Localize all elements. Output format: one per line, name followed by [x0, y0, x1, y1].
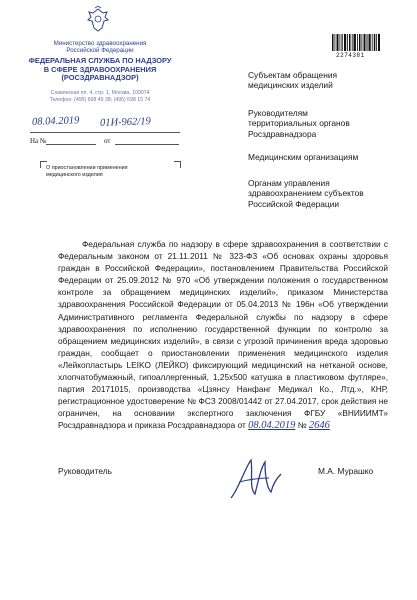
barcode [332, 34, 380, 51]
addressee-block-1: Субъектам обращения медицинских изделий [248, 70, 338, 91]
addressee-block-4: Органам управления здравоохранением субъектов Российской Федерации [248, 178, 364, 209]
reply-to-label: На № [30, 137, 47, 145]
letter-body-text: Федеральная служба по надзору в сфере здравоохранения в соответствии с Федеральным законом от 21.11.2011 № 323-ФЗ «Об основах охраны здоровья граждан в Российской Федерации», постановлением Правительства Российской Федерации от 25.09.2012 № 970 «Об утверждении положения о государственном контроле за обращением медицинских изделий», приказом Министерства здравоохранения Российской Федерации от 05.04.2013 № 196н «Об утверждении Административного регламента Федеральной службы по надзору в сфере здравоохранения по исполнению государственной функции по контролю за обращением медицинских изделий», в связи с угрозой причинения вреда здоровью граждан, сообщает о приостановлении применения медицинского изделия «Лейкопластырь LEIKO (ЛЕЙКО) фиксирующий медицинский на нетканой основе, хлопчатобумажный, гипоаллергенный, 1,25х500 катушка в пластиковом футляре», партия 20171015, производства «Цзянсу Нанфанг Медикал Ко., Лтд.», КНР, регистрационное удостоверение № ФСЗ 2008/01442 от 27.04.2017, срок действия не ограничен, на основании экспертного заключения ФГБУ «ВНИИИМТ» Росздравнадзора и приказа Росздравнадзора от [58, 239, 388, 431]
reply-date-line [115, 144, 179, 145]
order-number-prefix: № [297, 420, 307, 431]
head-title: Руководитель [58, 466, 112, 476]
ministry-name: Министерство здравоохранения Российской Федерации [53, 40, 147, 55]
registration-number: 01И-962/19 [99, 116, 151, 129]
letter-body [58, 238, 388, 433]
service-name: ФЕДЕРАЛЬНАЯ СЛУЖБА ПО НАДЗОРУ В СФЕРЕ ЗДРАВООХРАНЕНИЯ (РОСЗДРАВНАДЗОР) [28, 56, 172, 83]
service-address: Славянская пл. 4, стр. 1, Москва, 109074 Телефон: (495) 698 45 38; (495) 698 15 74 [49, 90, 151, 103]
registration-date: 08.04.2019 [31, 115, 80, 128]
reply-date-label: от [104, 137, 111, 145]
registration-underline [30, 132, 180, 133]
order-date: 08.04.2019 [248, 420, 296, 432]
coat-of-arms-emblem [85, 6, 111, 34]
order-number: 2646 [308, 420, 330, 432]
head-name: М.А. Мурашко [318, 466, 374, 476]
barcode-number: 2274381 [336, 52, 365, 59]
addressee-block-3: Медицинским организациям [248, 152, 359, 162]
document-subject: О приостановлении применения медицинского изделия [46, 165, 128, 178]
addressee-block-2: Руководителям территориальных органов Росздравнадзора [248, 108, 350, 139]
handwritten-signature [225, 448, 285, 508]
reply-number-line [46, 144, 96, 145]
